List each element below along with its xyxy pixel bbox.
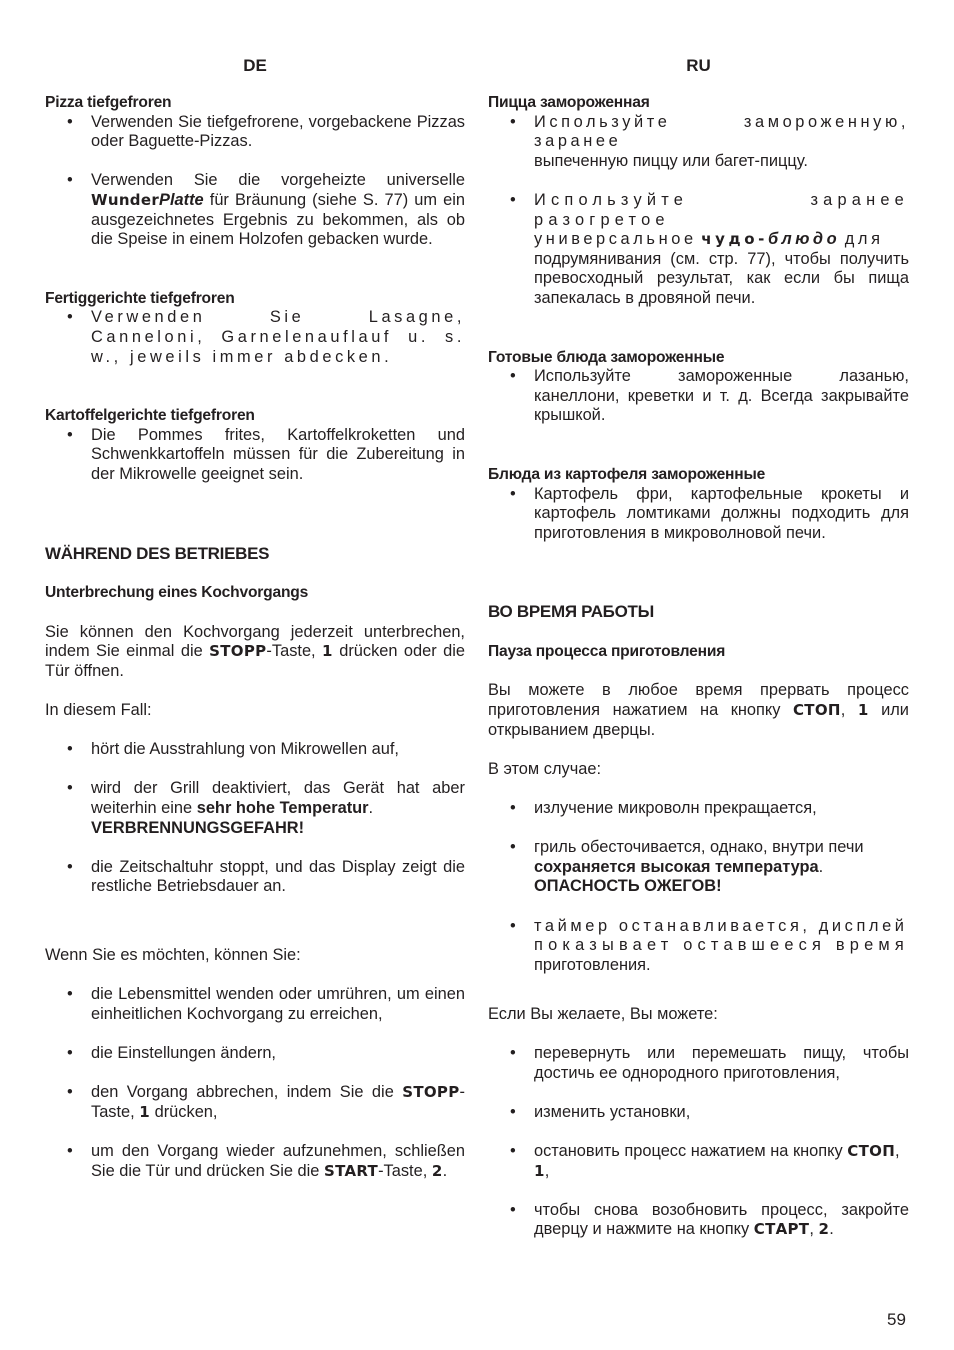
brand-name-italic: Platte [159,190,204,209]
section-kartoffel-de [45,406,465,484]
section-heading: ВО ВРЕМЯ РАБОТЫ [488,602,654,622]
section-heading: WÄHREND DES BETRIEBES [45,543,270,563]
subsection-title: Unterbrechung eines Kochvorgangs [45,584,309,602]
list-item: • um den Vorgang wieder aufzunehmen, schließen Sie die Tür und drücken Sie die START-Taste, 2. [45,1142,465,1181]
paragraph: In diesem Fall: [45,701,152,720]
section-title: Пицца замороженная [488,94,650,111]
list-item: • die Lebensmittel wenden oder umrühren, um einen einheitlichen Kochvorgang zu erreichen, [45,985,465,1024]
paragraph: В этом случае: [488,759,602,778]
paragraph: Wenn Sie es möchten, können Sie: [45,946,301,964]
list-item: • Используйте замороженную, заранее выпеченную пиццу или багет-пиццу. [488,113,909,172]
list-item: • die Einstellungen ändern, [45,1044,465,1064]
section-title: Fertiggerichte tiefgefroren [45,289,235,307]
section-pizza-ru [488,93,909,309]
column-de [45,56,465,1181]
list-item: • Используйте заранее разогретое универсальное чудо-блюдо для подрумянивания (см. стр. 77), чтобы получить превосходный результат, как если бы пища запекалась в дровяной печи. [488,191,909,309]
page-number: 59 [887,1310,906,1329]
section-betrieb-de [45,544,465,1182]
list-item: • чтобы снова возобновить процесс, закройте дверцу и нажмите на кнопку СТАРТ, 2. [488,1201,909,1240]
warning-text: VERBRENNUNGSGEFAHR! [91,818,305,837]
list-item: • перевернуть или перемешать пищу, чтобы достичь ее однородного приготовления, [488,1044,909,1083]
section-title: Готовые блюда замороженные [488,348,725,366]
section-fertig-de [45,289,465,367]
list-item: • wird der Grill deaktiviert, das Gerät hat aber weiterhin eine sehr hohe Temperatur. VERBRENNUNGSGEFAHR! [45,779,465,838]
subsection-title: Пауза процесса приготовления [488,642,726,660]
list-item: • Verwenden Sie tiefgefrorene, vorgebackene Pizzas oder Baguette-Pizzas. [45,113,465,152]
section-title: Блюда из картофеля замороженные [488,465,766,483]
section-kartofel-ru [488,465,909,543]
list-item: • Die Pommes frites, Kartoffelkroketten und Schwenkkartoffeln müssen für die Zubereitung in der Mikrowelle geeignet sein. [45,426,465,485]
warning-text: ОПАСНОСТЬ ОЖЕГОВ! [534,877,722,896]
brand-name: Wunder [91,190,160,209]
language-heading-de: DE [243,56,267,75]
list-item: • таймер останавливается, дисплей показывает оставшееся время приготовления. [488,917,909,976]
brand-name: чудо- [701,230,768,249]
list-item: • Verwenden Sie die vorgeheizte universelle WunderPlatte für Bräunung (siehe S. 77) um ein ausgezeichnetes Ergebnis zu bekommen, als ob die Speise in einem Holzofen gebacken wurde. [45,171,465,249]
list-item: • Используйте замороженные лазанью, канеллони, креветки и т. д. Всегда закрывайте крышкой. [488,367,909,426]
list-item: • излучение микроволн прекращается, [488,799,909,819]
language-heading-ru: RU [686,56,711,75]
list-item: • den Vorgang abbrechen, indem Sie die STOPP-Taste, 1 drücken, [45,1083,465,1122]
paragraph: Вы можете в любое время прервать процесс приготовления нажатием на кнопку СТОП, 1 или открыванием дверцы. [488,681,909,739]
column-ru [488,56,909,1240]
section-title: Pizza tiefgefroren [45,94,172,111]
section-gotovye-ru [488,348,909,426]
list-item: • Картофель фри, картофельные крокеты и картофель ломтиками должны подходить для приготовления в микроволновой печи. [488,485,909,544]
paragraph: Если Вы желаете, Вы можете: [488,1004,718,1023]
list-item: • остановить процесс нажатием на кнопку СТОП, 1, [488,1142,909,1181]
section-title: Kartoffelgerichte tiefgefroren [45,407,255,425]
list-item: • hört die Ausstrahlung von Mikrowellen auf, [45,740,465,760]
section-rabota-ru [488,602,909,1240]
section-pizza-de [45,93,465,250]
paragraph: Sie können den Kochvorgang jederzeit unterbrechen, indem Sie einmal die STOPP-Taste, 1 drücken oder die Tür öffnen. [45,622,466,680]
list-item: • die Zeitschaltuhr stoppt, und das Display zeigt die restliche Betriebsdauer an. [45,858,465,897]
list-item: • Verwenden Sie Lasagne, Canneloni, Garnelenauflauf u. s. w., jeweils immer abdecken. [45,308,465,367]
brand-name-italic: блюдо [767,230,841,249]
list-item: • гриль обесточивается, однако, внутри печи сохраняется высокая температура. ОПАСНОСТЬ ОЖЕГОВ! [488,838,909,897]
list-item: • изменить установки, [488,1103,909,1123]
